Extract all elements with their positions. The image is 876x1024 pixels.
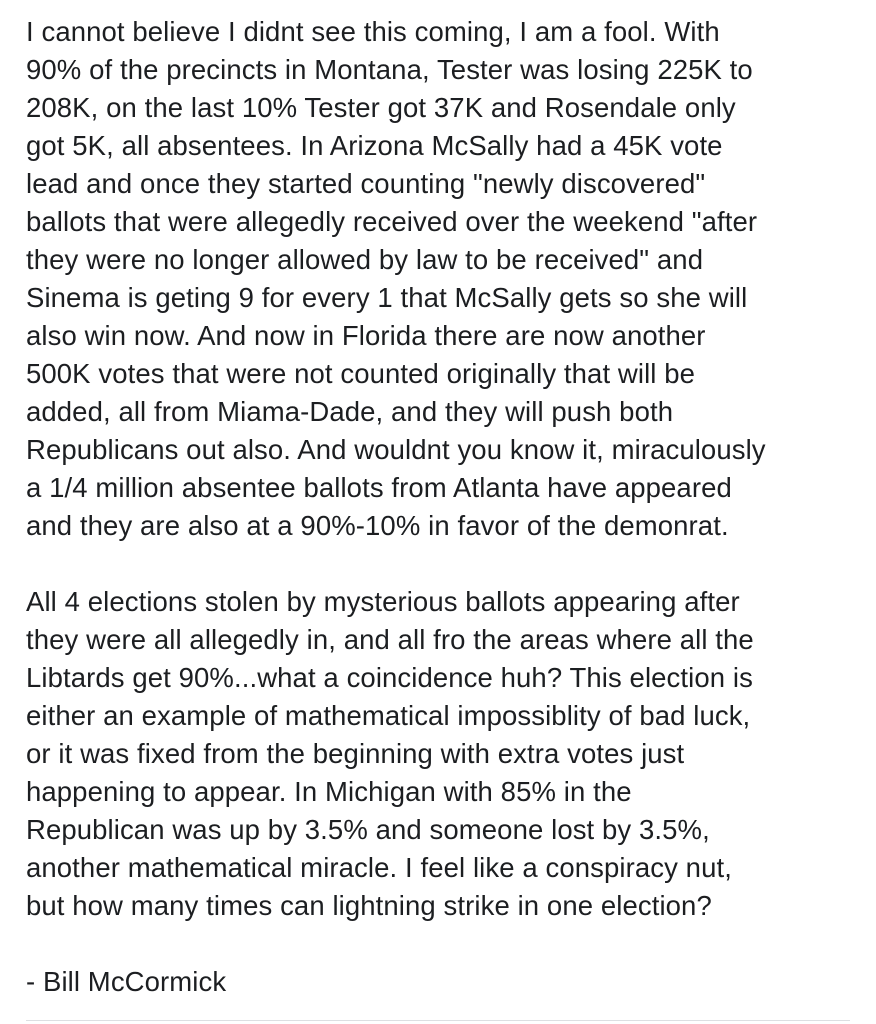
post-text	[26, 13, 856, 1001]
text-line: and they are also at a 90%-10% in favor of the demonrat.	[26, 510, 729, 541]
text-line: Libtards get 90%...what a coincidence huh? This election is	[26, 662, 753, 693]
signature: - Bill McCormick	[26, 966, 227, 997]
text-line: added, all from Miama-Dade, and they will push both	[26, 396, 674, 427]
text-line: either an example of mathematical impossiblity of bad luck,	[26, 700, 751, 731]
text-line: happening to appear. In Michigan with 85% in the	[26, 776, 632, 807]
text-line: Sinema is geting 9 for every 1 that McSally gets so she will	[26, 282, 748, 313]
text-line: ballots that were allegedly received over the weekend "after	[26, 206, 758, 237]
text-line: got 5K, all absentees. In Arizona McSally had a 45K vote	[26, 130, 723, 161]
text-line: lead and once they started counting "newly discovered"	[26, 168, 706, 199]
paragraph-gap	[26, 925, 856, 963]
divider	[26, 1020, 850, 1021]
paragraph-2	[26, 583, 856, 925]
text-line: they were all allegedly in, and all fro the areas where all the	[26, 624, 754, 655]
text-line: 90% of the precincts in Montana, Tester was losing 225K to	[26, 54, 753, 85]
text-line: or it was fixed from the beginning with extra votes just	[26, 738, 685, 769]
text-line: also win now. And now in Florida there are now another	[26, 320, 706, 351]
text-line: All 4 elections stolen by mysterious ballots appearing after	[26, 586, 740, 617]
text-line: a 1/4 million absentee ballots from Atlanta have appeared	[26, 472, 732, 503]
text-line: 208K, on the last 10% Tester got 37K and Rosendale only	[26, 92, 736, 123]
text-line: Republican was up by 3.5% and someone lost by 3.5%,	[26, 814, 710, 845]
text-line: 500K votes that were not counted originally that will be	[26, 358, 696, 389]
paragraph-1	[26, 13, 856, 545]
text-line: I cannot believe I didnt see this coming, I am a fool. With	[26, 16, 720, 47]
text-line: they were no longer allowed by law to be received" and	[26, 244, 704, 275]
text-line: another mathematical miracle. I feel like a conspiracy nut,	[26, 852, 732, 883]
text-line: Republicans out also. And wouldnt you know it, miraculously	[26, 434, 766, 465]
text-line: but how many times can lightning strike in one election?	[26, 890, 712, 921]
paragraph-gap	[26, 545, 856, 583]
